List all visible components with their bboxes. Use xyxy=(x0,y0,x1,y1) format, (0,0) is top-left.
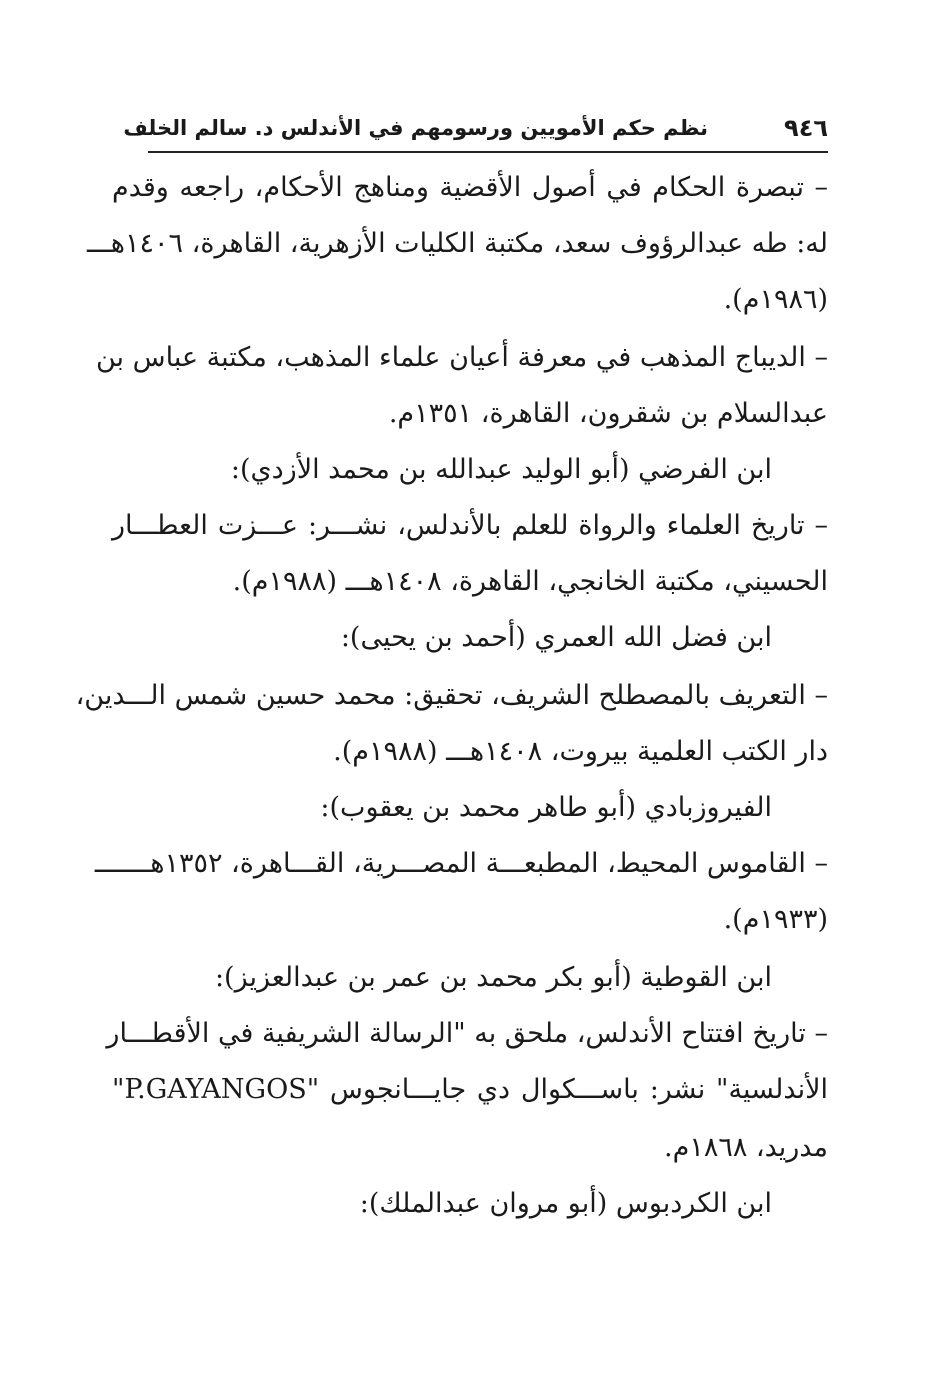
author-heading: الفيروزبادي (أبو طاهر محمد بن يعقوب): xyxy=(320,792,772,823)
running-title: نظم حكم الأمويين ورسومهم في الأندلس د. سالم الخلف xyxy=(123,116,708,140)
text-line: الحسيني، مكتبة الخانجي، القاهرة، ١٤٠٨هـــ (١٩٨٨م). xyxy=(232,566,828,597)
author-heading: ابن فضل الله العمري (أحمد بن يحيى): xyxy=(340,622,772,653)
text-line: – القاموس المحيط، المطبعـــة المصـــرية، القـــاهرة، ١٣٥٢هـــــــ xyxy=(94,848,828,879)
text-line: مدريد، ١٨٦٨م. xyxy=(664,1132,828,1163)
author-heading: ابن الكردبوس (أبو مروان عبدالملك): xyxy=(359,1188,772,1219)
page-number: ٩٤٦ xyxy=(784,114,828,142)
text-line: – تاريخ افتتاح الأندلس، ملحق به "الرسالة الشريفية في الأقطـــار xyxy=(106,1018,828,1049)
author-heading: ابن الفرضي (أبو الوليد عبدالله بن محمد الأزدي): xyxy=(230,454,772,485)
header-rule xyxy=(148,151,828,153)
text-line: – التعريف بالمصطلح الشريف، تحقيق: محمد حسين شمس الـــدين، xyxy=(75,680,828,711)
running-header xyxy=(123,114,828,150)
text-line: (١٩٨٦م). xyxy=(723,284,828,315)
text-line: – تبصرة الحكام في أصول الأقضية ومناهج الأحكام، راجعه وقدم xyxy=(112,172,828,203)
text-line: عبدالسلام بن شقرون، القاهرة، ١٣٥١م. xyxy=(388,398,828,429)
text-line: له: طه عبدالرؤوف سعد، مكتبة الكليات الأزهرية، القاهرة، ١٤٠٦هـــ xyxy=(87,228,828,259)
text-line: – الديباج المذهب في معرفة أعيان علماء المذهب، مكتبة عباس بن xyxy=(95,342,828,373)
text-line: (١٩٣٣م). xyxy=(723,904,828,935)
author-heading: ابن القوطية (أبو بكر محمد بن عمر بن عبدالعزيز): xyxy=(214,962,772,993)
text-line: – تاريخ العلماء والرواة للعلم بالأندلس، نشـــر: عـــزت العطـــار xyxy=(112,510,828,541)
text-line: الأندلسية" نشر: باســـكوال دي جايـــانجوس "P.GAYANGOS" xyxy=(112,1074,828,1105)
text-line: دار الكتب العلمية بيروت، ١٤٠٨هـــ (١٩٨٨م). xyxy=(333,736,828,767)
